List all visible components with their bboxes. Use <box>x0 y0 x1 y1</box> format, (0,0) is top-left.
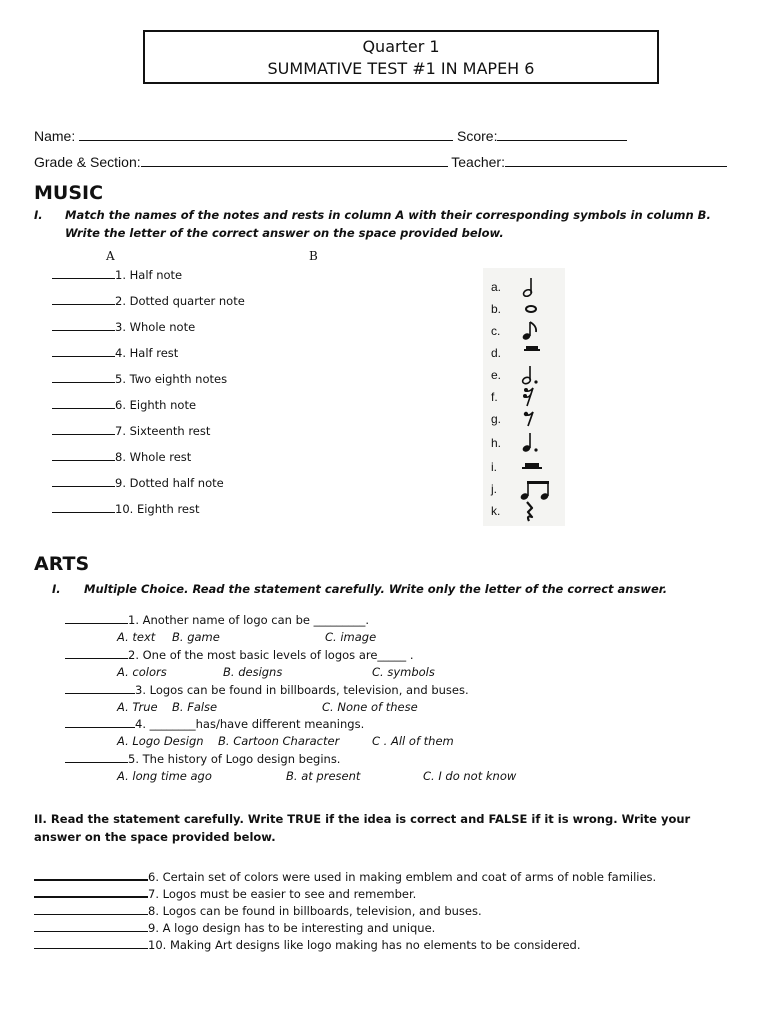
column-b-header: B <box>309 249 318 263</box>
whole-note-icon <box>521 298 551 320</box>
symbol-row: b. <box>483 298 565 320</box>
score-blank[interactable] <box>497 128 627 141</box>
arts-title: ARTS <box>34 553 90 575</box>
mc-question: 4. ________has/have different meanings. <box>65 716 364 731</box>
answer-blank[interactable] <box>65 682 135 694</box>
list-item: 10. Eighth rest <box>52 501 200 516</box>
list-item: 3. Whole note <box>52 319 195 334</box>
name-label: Name: <box>34 128 76 144</box>
music-instruction-line2: Write the letter of the correct answer on the space provided below. <box>65 226 504 240</box>
half-rest-icon <box>521 342 551 364</box>
symbol-row: j. <box>483 478 565 500</box>
symbols-panel <box>483 268 565 526</box>
answer-blank[interactable] <box>34 937 148 949</box>
score-label: Score: <box>457 128 498 144</box>
list-item: 6. Eighth note <box>52 397 196 412</box>
grade-blank[interactable] <box>141 154 448 167</box>
answer-blank[interactable] <box>52 423 115 435</box>
arts-instruction <box>52 580 752 600</box>
dotted-half-note-icon <box>521 364 551 386</box>
music-instruction-line1: Match the names of the notes and rests in column A with their corresponding symbols in column B. <box>65 208 711 222</box>
teacher-label: Teacher: <box>451 154 505 170</box>
grade-label: Grade & Section: <box>34 154 141 170</box>
info-row-grade <box>34 154 727 170</box>
mc-choices: A. Logo Design B. Cartoon Character C . All of them <box>117 734 454 748</box>
part2-instruction: II. Read the statement carefully. Write TRUE if the idea is correct and FALSE if it is wrong. Write your answer on the space provided below. <box>34 812 691 844</box>
eighth-note-icon <box>521 320 551 342</box>
music-title: MUSIC <box>34 182 104 204</box>
answer-blank[interactable] <box>52 371 115 383</box>
name-blank[interactable] <box>79 128 453 141</box>
answer-blank[interactable] <box>52 293 115 305</box>
list-item: 8. Whole rest <box>52 449 191 464</box>
answer-blank[interactable] <box>52 319 115 331</box>
arts-instruction-text: Multiple Choice. Read the statement carefully. Write only the letter of the correct answer. <box>84 582 668 596</box>
mc-choices: A. text B. game C. image <box>117 630 377 644</box>
column-a-header: A <box>106 249 115 263</box>
answer-blank[interactable] <box>34 886 148 898</box>
answer-blank[interactable] <box>52 397 115 409</box>
mc-choices: A. True B. False C. None of these <box>117 700 418 714</box>
answer-blank[interactable] <box>52 267 115 279</box>
mc-question: 5. The history of Logo design begins. <box>65 751 340 766</box>
answer-blank[interactable] <box>52 345 115 357</box>
test-title: SUMMATIVE TEST #1 IN MAPEH 6 <box>267 59 535 78</box>
answer-blank[interactable] <box>65 751 128 763</box>
dotted-quarter-note-icon <box>521 432 551 454</box>
mc-choices: A. colors B. designs C. symbols <box>117 665 435 679</box>
answer-blank[interactable] <box>34 920 148 932</box>
answer-blank[interactable] <box>65 716 135 728</box>
symbol-row: e. <box>483 364 565 386</box>
list-item: 1. Half note <box>52 267 182 282</box>
symbol-row: g. <box>483 408 565 430</box>
list-item: 5. Two eighth notes <box>52 371 227 386</box>
list-item: 2. Dotted quarter note <box>52 293 245 308</box>
sixteenth-rest-icon <box>521 386 551 408</box>
list-item: 9. Dotted half note <box>52 475 224 490</box>
symbol-row: h. <box>483 432 565 454</box>
list-item: 4. Half rest <box>52 345 178 360</box>
arts-roman: I. <box>52 582 61 596</box>
symbol-row: f. <box>483 386 565 408</box>
mc-choices: A. long time ago B. at present C. I do not know <box>117 769 517 783</box>
music-instruction <box>34 206 734 246</box>
symbol-row: a. <box>483 276 565 298</box>
music-roman: I. <box>34 208 43 222</box>
answer-blank[interactable] <box>65 612 128 624</box>
symbol-row: d. <box>483 342 565 364</box>
answer-blank[interactable] <box>52 449 115 461</box>
tf-item: 10. Making Art designs like logo making has no elements to be considered. <box>34 937 581 952</box>
list-item: 7. Sixteenth rest <box>52 423 210 438</box>
quarter-label: Quarter 1 <box>362 37 440 56</box>
eighth-rest-icon <box>521 408 551 430</box>
tf-item: 8. Logos can be found in billboards, television, and buses. <box>34 903 482 918</box>
tf-item: 6. Certain set of colors were used in making emblem and coat of arms of noble families. <box>34 869 656 884</box>
whole-rest-icon <box>521 456 551 478</box>
answer-blank[interactable] <box>52 475 115 487</box>
title-box <box>143 30 659 84</box>
mc-question: 1. Another name of logo can be _________. <box>65 612 369 627</box>
symbol-row: k. <box>483 500 565 522</box>
answer-blank[interactable] <box>52 501 115 513</box>
mc-question: 3. Logos can be found in billboards, television, and buses. <box>65 682 469 697</box>
tf-item: 7. Logos must be easier to see and remember. <box>34 886 416 901</box>
symbol-row: c. <box>483 320 565 342</box>
mc-question: 2. One of the most basic levels of logos are_____ . <box>65 647 413 662</box>
symbol-row: i. <box>483 456 565 478</box>
answer-blank[interactable] <box>34 869 148 881</box>
info-row-name <box>34 128 627 144</box>
teacher-blank[interactable] <box>505 154 727 167</box>
quarter-rest-icon <box>521 500 551 524</box>
quarter-note-icon <box>521 276 551 298</box>
two-eighth-notes-icon <box>519 478 557 502</box>
answer-blank[interactable] <box>65 647 128 659</box>
tf-item: 9. A logo design has to be interesting and unique. <box>34 920 435 935</box>
answer-blank[interactable] <box>34 903 148 915</box>
